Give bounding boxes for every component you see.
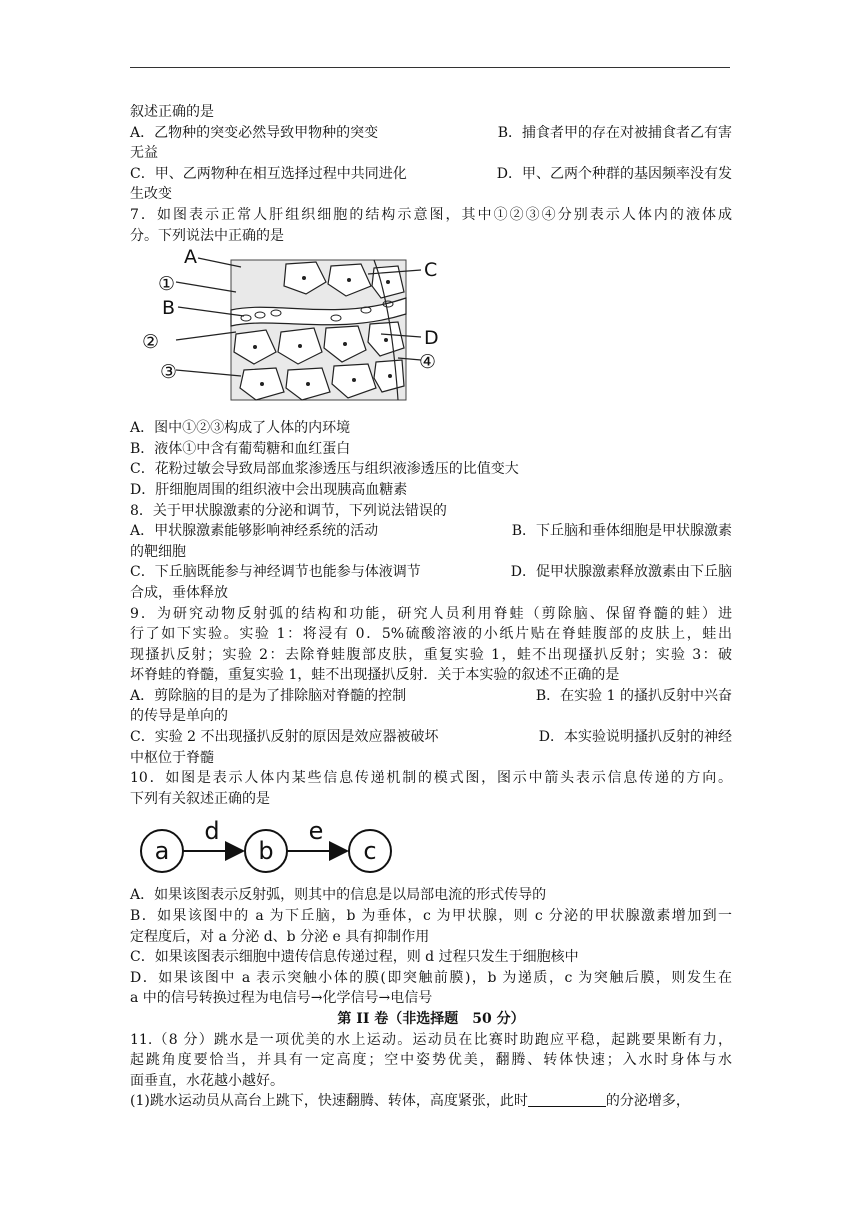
label-b: B: [162, 297, 176, 320]
answer-blank[interactable]: [528, 1092, 606, 1107]
q9-stem-line3: 现搔扒反射；实验 2：去除脊蛙腹部皮肤，重复实验 1，蛙不出现搔扒反射；实验 3：破: [130, 646, 732, 663]
q7-stem-line2: 分。下列说法中正确的是: [130, 227, 284, 244]
q10-option-b-line1: B．如果该图中的 a 为下丘脑，b 为垂体，c 为甲状腺，则 c 分泌的甲状腺激素增加到一: [130, 908, 732, 925]
q7-option-b: B．液体①中含有葡萄糖和血红蛋白: [130, 440, 351, 457]
q6-option-c: C．甲、乙两物种在相互选择过程中共同进化: [130, 165, 407, 182]
q9-option-c: C．实验 2 不出现搔扒反射的原因是效应器被破坏: [130, 729, 439, 746]
label-circled-2: ②: [142, 331, 160, 354]
q10-option-b-line2: 定程度后，对 a 分泌 d、b 分泌 e 具有抑制作用: [130, 928, 430, 945]
q9-option-d-cont: 中枢位于脊髓: [130, 749, 214, 766]
q9-options-ab: [130, 686, 732, 707]
label-circled-3: ③: [160, 361, 178, 384]
q7-option-a: A．图中①②③构成了人体的内环境: [130, 420, 351, 437]
q9-stem-line4: 坏脊蛙的脊髓，重复实验 1，蛙不出现搔扒反射．关于本实验的叙述不正确的是: [130, 667, 620, 684]
q8-option-b-cont: 的靶细胞: [130, 543, 186, 560]
q9-stem-line1: 9．为研究动物反射弧的结构和功能，研究人员利用脊蛙（剪除脑、保留脊髓的蛙）进: [130, 605, 732, 622]
q11-stem-line3: 面垂直，水花越小越好。: [130, 1072, 284, 1089]
q10-option-c: C．如果该图表示细胞中遗传信息传递过程，则 d 过程只发生于细胞核中: [130, 949, 579, 966]
q11-sub1: [130, 1091, 732, 1112]
q8-options-cd: [130, 562, 732, 583]
exam-page: [130, 102, 732, 1112]
q10-stem-line2: 下列有关叙述正确的是: [130, 790, 270, 807]
q8-option-d: D．促甲状腺激素释放激素由下丘脑: [510, 564, 732, 581]
q11-sub1-pre: (1)跳水运动员从高台上跳下，快速翻腾、转体，高度紧张，此时: [130, 1093, 528, 1110]
label-circled-4: ④: [419, 351, 437, 374]
q6-options-ab: [130, 123, 732, 144]
q9-option-b: B．在实验 1 的搔扒反射中兴奋: [535, 687, 732, 704]
label-a: A: [184, 246, 197, 269]
q8-options-ab: [130, 521, 732, 542]
q10-option-d-line1: D．如果该图中 a 表示突触小体的膜(即突触前膜)，b 为递质，c 为突触后膜，则发生在: [130, 969, 732, 986]
header-rule: [130, 67, 730, 68]
label-c: C: [424, 259, 438, 282]
q6-option-a: A．乙物种的突变必然导致甲物种的突变: [130, 124, 379, 141]
q10-stem-line1: 10．如图是表示人体内某些信息传递机制的模式图，图示中箭头表示信息传递的方向。: [130, 770, 732, 787]
q8-option-b: B．下丘脑和垂体细胞是甲状腺激素: [511, 523, 732, 540]
q6-option-b: B．捕食者甲的存在对被捕食者乙有害: [497, 124, 732, 141]
label-circled-1: ①: [158, 273, 176, 296]
q6-stem-tail: 叙述正确的是: [130, 104, 214, 120]
edge-d-label: d: [204, 817, 220, 846]
signal-flow-figure: [140, 817, 400, 877]
q8-option-d-cont: 合成，垂体释放: [130, 584, 228, 601]
q9-option-a: A．剪除脑的目的是为了排除脑对脊髓的控制: [130, 687, 407, 704]
q9-stem-line2: 行了如下实验。实验 1：将浸有 0．5%硫酸溶液的小纸片贴在脊蛙腹部的皮肤上，蛙出: [130, 626, 732, 643]
q11-stem-line2: 起跳角度要恰当，并具有一定高度；空中姿势优美，翻腾、转体快速；入水时身体与水: [130, 1052, 732, 1069]
q11-stem-line1: 11.（8 分）跳水是一项优美的水上运动。运动员在比赛时助跑应平稳，起跳要果断有力，: [130, 1031, 732, 1048]
q8-option-c: C．下丘脑既能参与神经调节也能参与体液调节: [130, 564, 421, 581]
edge-e-label: e: [308, 817, 324, 846]
node-a-label: a: [154, 837, 170, 866]
q7-stem-line1: 7．如图表示正常人肝组织细胞的结构示意图，其中①②③④分别表示人体内的液体成: [130, 206, 732, 223]
q11-sub1-post: 的分泌增多，: [605, 1093, 690, 1110]
q10-option-d-line2: a 中的信号转换过程为电信号→化学信号→电信号: [130, 990, 433, 1007]
q6-option-b-cont: 无益: [130, 145, 158, 162]
q8-option-a: A．甲状腺激素能够影响神经系统的活动: [130, 523, 379, 540]
section-2-heading: 第 II 卷（非选择题 50 分）: [337, 1011, 525, 1027]
q6-options-cd: [130, 164, 732, 185]
node-b-label: b: [258, 837, 274, 866]
q6-option-d-cont: 生改变: [130, 186, 172, 203]
node-c-label: c: [363, 837, 377, 866]
q6-option-d: D．甲、乙两个种群的基因频率没有发: [496, 165, 732, 182]
liver-tissue-figure: [136, 246, 439, 412]
q7-option-d: D．肝细胞周围的组织液中会出现胰高血糖素: [130, 481, 408, 498]
q9-options-cd: [130, 727, 732, 748]
q10-option-a: A．如果该图表示反射弧，则其中的信息是以局部电流的形式传导的: [130, 887, 547, 904]
q8-stem: 8．关于甲状腺激素的分泌和调节，下列说法错误的: [130, 502, 447, 519]
q7-option-c: C．花粉过敏会导致局部血浆渗透压与组织液渗透压的比值变大: [130, 461, 519, 478]
q9-option-b-cont: 的传导是单向的: [130, 708, 228, 725]
q9-option-d: D．本实验说明搔扒反射的神经: [538, 729, 732, 746]
label-d: D: [424, 327, 439, 350]
